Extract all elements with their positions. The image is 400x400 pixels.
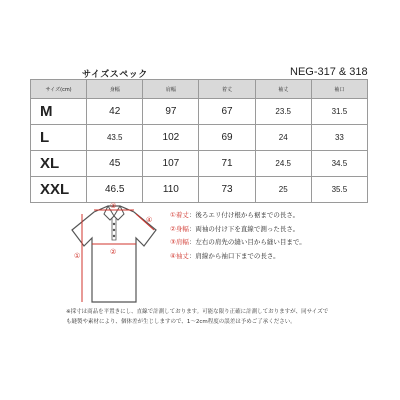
column-header: 着丈 — [199, 80, 255, 99]
table-cell: 45 — [87, 151, 143, 177]
note-item — [170, 250, 306, 264]
note-number: ④ — [170, 251, 176, 260]
note-item — [170, 209, 306, 223]
column-header: 肩幅 — [143, 80, 199, 99]
size-label: XXL — [31, 177, 87, 203]
table-cell: 69 — [199, 125, 255, 151]
table-cell: 102 — [143, 125, 199, 151]
table-cell: 73 — [199, 177, 255, 203]
note-text: ：肩線から袖口下までの長さ。 — [188, 251, 280, 260]
note-item — [170, 223, 306, 237]
disclaimer-line: も縫製や素材により、個体差が生じしますので、1〜2cm程度の誤差は予めご了承ください。 — [66, 319, 296, 325]
table-cell: 24.5 — [255, 151, 311, 177]
table-cell: 33 — [311, 125, 367, 151]
note-text: ：両袖の付け下を直線で測った長さ。 — [188, 224, 300, 233]
measurement-notes — [170, 209, 306, 263]
measurement-disclaimer — [66, 307, 366, 327]
table-row — [31, 125, 368, 151]
note-label: 肩幅 — [175, 238, 189, 246]
figure-label-1: ① — [74, 252, 81, 260]
button-shape — [113, 229, 115, 231]
note-number: ① — [170, 211, 176, 219]
table-cell: 110 — [143, 177, 199, 203]
polo-shirt-diagram — [64, 200, 164, 306]
column-header: サイズ(cm) — [31, 80, 87, 99]
note-label: 着丈 — [175, 211, 189, 219]
size-label: L — [31, 125, 87, 151]
button-shape — [113, 235, 115, 237]
button-shape — [113, 223, 115, 225]
figure-label-4: ④ — [146, 216, 153, 224]
table-cell: 34.5 — [311, 151, 367, 177]
disclaimer-line: ※採寸は商品を平置きにし、直線で計測しております。可能な限り正確に計測しておりますが、同サイズで — [66, 309, 329, 315]
table-row — [31, 151, 368, 177]
size-label: XL — [31, 151, 87, 177]
model-number: NEG-317 & 318 — [290, 66, 368, 78]
table-row — [31, 99, 368, 125]
column-header: 身幅 — [87, 80, 143, 99]
note-number: ② — [170, 224, 176, 233]
figure-label-3: ③ — [110, 202, 117, 210]
size-label: M — [31, 99, 87, 125]
figure-label-2: ② — [110, 248, 117, 256]
column-header: 袖丈 — [255, 80, 311, 99]
table-cell: 107 — [143, 151, 199, 177]
table-cell: 35.5 — [311, 177, 367, 203]
table-row — [31, 177, 368, 203]
table-cell: 43.5 — [87, 125, 143, 151]
note-label: 袖丈 — [175, 251, 189, 260]
note-item — [170, 236, 306, 250]
note-number: ③ — [170, 238, 176, 246]
table-cell: 25 — [255, 177, 311, 203]
table-header-row — [31, 80, 368, 99]
size-spec-table — [30, 79, 368, 203]
column-header: 袖口 — [311, 80, 367, 99]
table-cell: 97 — [143, 99, 199, 125]
table-cell: 42 — [87, 99, 143, 125]
note-text: ：左右の肩先の縫い目から縫い目まで。 — [188, 238, 306, 246]
table-cell: 23.5 — [255, 99, 311, 125]
note-text: ：後ろエリ付け根から裾までの長さ。 — [188, 211, 300, 219]
note-label: 身幅 — [175, 224, 189, 233]
table-cell: 67 — [199, 99, 255, 125]
table-cell: 31.5 — [311, 99, 367, 125]
spec-title: サイズスペック — [82, 70, 148, 80]
table-cell: 71 — [199, 151, 255, 177]
table-cell: 46.5 — [87, 177, 143, 203]
table-cell: 24 — [255, 125, 311, 151]
